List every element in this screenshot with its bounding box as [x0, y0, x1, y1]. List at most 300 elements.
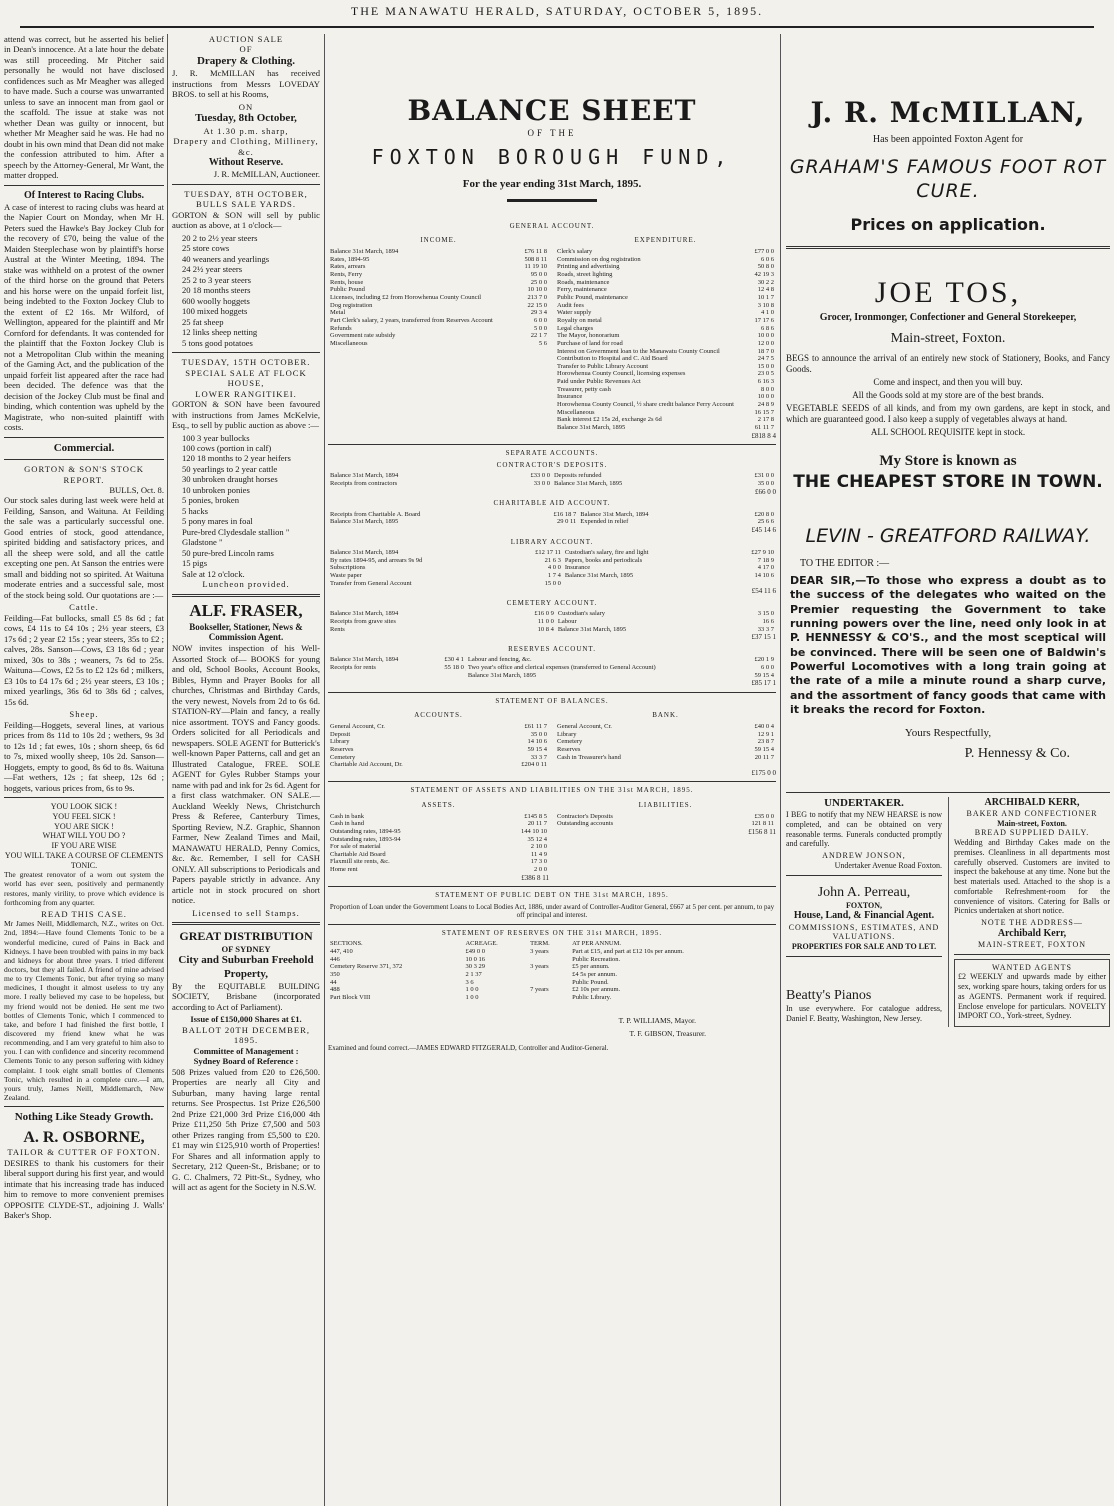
accounts-heading: ACCOUNTS. [414, 711, 463, 720]
ledger-row [555, 754, 776, 762]
stock-item: 12 links sheep netting [182, 327, 258, 338]
ledger-item: Balance 31st March, 1894 [330, 549, 399, 557]
osborne-name: A. R. OSBORNE, [23, 1128, 145, 1146]
ledger-item: Horowhenua County Council, ½ share credit balance Ferry Account [557, 401, 734, 409]
stock-item: 5 hacks [182, 505, 209, 516]
ledger-amount: 33 0 0 [533, 479, 550, 487]
ledger-item: Balance 31st March, 1894 [330, 472, 399, 480]
ledger-row [328, 518, 776, 526]
column-divider [324, 34, 325, 1506]
account-total: £45 14 6 [751, 526, 776, 535]
balance-sheet-of: OF THE [527, 128, 577, 139]
kerr-name: ARCHIBALD KERR, [984, 796, 1080, 808]
account-table [328, 610, 776, 633]
tonic-headline: YOU WILL TAKE A COURSE OF CLEMENTS TONIC. [4, 850, 164, 870]
wanted-heading: WANTED AGENTS [992, 962, 1072, 972]
ledger-amount: 6 0 6 [761, 255, 774, 263]
stock-item: 25 fat sheep [182, 316, 224, 327]
ledger-row [328, 580, 776, 588]
fraser-trade: Bookseller, Stationer, News & Commission Agent. [189, 621, 303, 643]
ledger-row [555, 325, 776, 333]
tonic-ad-headlines [4, 802, 164, 870]
joe-tos-body-5: ALL SCHOOL REQUISITE kept in stock. [870, 426, 1026, 437]
ledger-amount: 10 10 0 [527, 286, 547, 294]
fraser-name: ALF. FRASER, [189, 600, 303, 620]
ledger-item: Roads, street lighting [557, 270, 613, 278]
stock-item: 30 unbroken draught horses [182, 474, 278, 485]
ledger-row [555, 424, 776, 432]
ledger-row [328, 263, 549, 271]
ledger-amount: 42 19 3 [754, 270, 774, 278]
ledger-amount: 61 11 7 [754, 424, 774, 432]
ledger-row [555, 401, 776, 409]
column-divider [780, 34, 781, 1506]
ledger-row [328, 317, 549, 325]
ledger-row [328, 340, 549, 348]
racing-heading: Of Interest to Racing Clubs. [23, 189, 145, 201]
balances-heading: STATEMENT OF BALANCES. [495, 696, 609, 705]
tonic-headline: IF YOU ARE WISE [51, 841, 117, 851]
ledger-amount: 12 0 0 [757, 339, 774, 347]
wanted-body: £2 WEEKLY and upwards made by either sex, working spare hours, taking orders for us as AGENTS. Permanent work if required. Enclose envelope for particulars. NOVELTY IMPORT CO., York-street, Sydney. [958, 972, 1106, 1021]
ledger-item: Home rent [330, 866, 358, 874]
ledger-amount: 33 3 7 [530, 753, 547, 761]
ledger-row [555, 723, 776, 731]
wanted-agents-ad [954, 959, 1110, 1028]
ledger-amount [432, 672, 466, 680]
editor-letter: DEAR SIR,—To those who express a doubt as to the success of the delegates who waited on the Premier requesting the Government to take running powers over the line, need only look in at P. HENNESSY & CO'S., and the most sceptical will be convinced. There will be seen one of Baldwin's Powerful Locomotives with a long train going at the rate of a mile a minute round a sharp curve, and the assortment of fancy goods that came with it breaks the record for Foxton. [790, 574, 1106, 716]
reserves-cell: 3 years [530, 963, 549, 971]
ledger-row [328, 761, 549, 769]
ledger-row [555, 738, 776, 746]
ledger-item: Custodian's salary, fire and light [564, 549, 649, 557]
reserves-cell: 44 [330, 978, 337, 986]
ledger-amount: 50 8 0 [757, 263, 774, 271]
ledger-row [328, 572, 776, 580]
ledger-item: Public Pound [330, 286, 365, 294]
ledger-item: Labour [557, 618, 577, 626]
ledger-row [328, 858, 549, 866]
ledger-amount: 3 10 8 [757, 301, 774, 309]
ledger-item: Contractor's Deposits [557, 812, 613, 820]
ledger-amount: 22 1 7 [530, 332, 547, 340]
column-ads-right [786, 34, 1110, 1502]
ledger-row [328, 271, 549, 279]
reserves-cell [528, 979, 570, 987]
ledger-row [328, 610, 776, 618]
joe-tos-body-2: Come and inspect, and then you will buy. [873, 377, 1023, 387]
ledger-item: The Mayor, honorarium [557, 332, 620, 340]
ledger-row [328, 843, 549, 851]
assets-heading: STATEMENT OF ASSETS AND LIABILITIES ON THE 31st MARCH, 1895. [410, 786, 694, 795]
ledger-amount: 4 17 0 [757, 564, 774, 572]
stock-item: 100 mixed hoggets [182, 306, 248, 317]
ledger-amount: 23 8 7 [757, 738, 774, 746]
reserves-cell: 10 0 16 [465, 955, 485, 963]
reserves-cell: 1 0 0 [465, 986, 479, 994]
bank-heading: BANK. [652, 711, 679, 720]
letter-closing: Yours Respectfully, [904, 727, 992, 740]
ledger-item: Insurance [564, 564, 591, 572]
ledger-amount: £145 8 5 [524, 812, 547, 820]
ledger-row [328, 971, 776, 979]
store-known: My Store is known as [879, 452, 1017, 469]
ledger-row [555, 248, 776, 256]
reserves-header-row [328, 940, 776, 948]
reserves-cell: 1 0 0 [465, 994, 479, 1002]
stock-item: 5 ponies, broken [182, 495, 240, 506]
ledger-amount: 7 18 9 [757, 556, 774, 564]
cattle-heading: Cattle. [69, 602, 99, 613]
separate-accounts-heading: SEPARATE ACCOUNTS. [505, 449, 599, 458]
ledger-item: Paid under Public Revenues Act [557, 378, 641, 386]
undertaker-body: I BEG to notify that my NEW HEARSE is now completed, and can be obtained on very reasonable terms. Funerals conducted promptly and carefully. [786, 810, 942, 849]
ledger-amount: 12 4 8 [757, 286, 774, 294]
account-heading: CONTRACTOR'S DEPOSITS. [496, 460, 608, 469]
ledger-row [328, 836, 549, 844]
reserves-statement-heading: STATEMENT OF RESERVES ON THE 31st MARCH, 1895. [441, 928, 663, 937]
ledger-amount: 55 18 0 [444, 664, 464, 672]
ledger-amount: 5 0 0 [534, 324, 547, 332]
ledger-item: Part Clerk's salary, 2 years, transferred from Reserves Account [330, 316, 493, 324]
perreau-town: FOXTON, [845, 900, 883, 910]
ledger-amount: 12 9 1 [757, 730, 774, 738]
commercial-article: Our stock sales during last week were held at Feilding, Sanson, and Waituna. At Feilding the sale was a particularly successful one. Good entries of stock, good attendance, spirited bidding and satisfactory prices, and all the sheep were sold, and all the cattle excepting one pen. At Sanson the entries were small and bidding not so spirited. At Waituna moderate entries and a successful sale, most of the stock being sold. Our quotations are :— [4, 495, 164, 600]
ledger-item: Roads, maintenance [557, 278, 610, 286]
committee-heading: Committee of Management : [193, 1045, 299, 1056]
stock-report-heading: GORTON & SON'S STOCK REPORT. [24, 464, 144, 485]
ledger-item: Balance 31st March, 1894 [330, 610, 399, 618]
reserves-cell: 3 years [530, 948, 549, 956]
ledger-amount: £12 17 11 [535, 549, 561, 557]
tonic-headline: YOU ARE SICK ! [54, 821, 114, 831]
ledger-item: Rents, house [330, 278, 364, 286]
ledger-item: Receipts from grave sites [330, 618, 396, 626]
debate-article: attend was correct, but he asserted his belief in Dean's innocence. At a late hour the debate was still proceeding. Mr Pitcher said personally he would not have disclosed confidences such as Mr Meagher was alleged to have made. Such a course was unwarranted unless to save an innocent man from gaol or the scaffold. The issue at stake was not whether Dean was guilty or innocent, but whether Mr Meagher said he was. He had no doubt in his own mind that Dean did not make the confession attributed to him. After a speech by the Attorney-General, Mr Want, the matter dropped. [4, 34, 164, 181]
ledger-amount: £27 9 10 [751, 549, 774, 557]
ledger-amount: 18 7 0 [757, 347, 774, 355]
ledger-amount: £33 0 0 [530, 472, 550, 480]
commercial-heading: Commercial. [53, 441, 115, 454]
reserves-cell: £5 per annum. [572, 963, 610, 971]
ledger-row [555, 370, 776, 378]
public-debt-body: Proportion of Loan under the Government Loans to Local Bodies Act, 1886, under award of Controller-Auditor General, £667 at 5 per cent. per annum, to pay off principal and interest. [329, 902, 775, 920]
ledger-row [328, 851, 549, 859]
income-heading: INCOME. [420, 236, 457, 245]
ledger-item: Waste paper [330, 572, 362, 580]
ledger-row [555, 386, 776, 394]
reserves-cell [528, 994, 570, 1002]
ledger-item: Balance 31st March, 1894 [330, 656, 399, 664]
osborne-ad-body: DESIRES to thank his customers for their liberal support during his first year, and would intimate that his increasing trade has induced him to remove to more convenient premises OPPOSITE CLYDE-ST., adjoining J. Walls' Baker's Shop. [4, 1157, 164, 1220]
stock-item: 50 pure-bred Lincoln rams [182, 547, 274, 558]
bread-notice: BREAD SUPPLIED DAILY. [974, 828, 1090, 838]
hennessy-signature: P. Hennessy & Co. [964, 745, 1070, 761]
ledger-item: Rents [330, 625, 345, 633]
balance-sheet-title: BALANCE SHEET [407, 94, 697, 127]
reserves-cell: £4 5s per annum. [572, 971, 617, 979]
reserves-cell: £49 0 0 [465, 948, 485, 956]
column-divider [167, 34, 168, 1506]
ledger-item: Horowhenua County Council, licensing expenses [557, 370, 686, 378]
balances-total: £175 0 0 [751, 768, 776, 777]
stock-list-2 [172, 433, 320, 580]
assets-subheading: ASSETS. [421, 801, 456, 810]
ledger-item: Balance 31st March, 1895 [557, 625, 627, 633]
ledger-item: Cash in hand [330, 820, 364, 828]
ballot-date: BALLOT 20TH DECEMBER, 1895. [181, 1024, 311, 1046]
ledger-row [328, 731, 549, 739]
ledger-amount: £16 0 9 [534, 610, 554, 618]
ledger-row [328, 828, 549, 836]
ledger-item: Two year's office and clerical expenses (transferred to General Account) [467, 664, 656, 672]
ledger-row [328, 963, 776, 971]
reserves-cell: 446 [330, 955, 340, 963]
stock-item: 24 2½ year steers [182, 264, 243, 275]
ledger-row [328, 256, 549, 264]
fraser-body: NOW invites inspection of his Well-Assorted Stock of— BOOKS for young and old, School Books, Account Books, Bibles, Hymn and Prayer Books for all churches, Christmas and Birthday Cards, the very newest, Novels from 2d to 6s 6d. STATION-RY—Plain and fancy, a really nice assortment. TOYS and Fancy goods. Orders solicited for all Periodicals and newspapers. SOLE AGENT for Butterick's well-known Paper Patterns, call and get an Illustrated Catalogue, FREE. SOLE AGENT for Gyles Rubber Stamps your name with pad and ink for 2s 6d. Agent for a first class watchmaker. ON SALE.—Auckland Weekly News, Christchurch Press & Referee, Canterbury Times, Sporting Review, N.Z. Graphic, Shannon Farmer, New Zealand Times and Mail, MANAWATU HERALD, Penny Comics, &c. &c. Remember, I sell for CASH ONLY. All subscriptions to Periodicals and Papers payable strictly in advance. Any article not in stock procured on short notice. [172, 643, 320, 906]
stock-item: 120 18 months to 2 year heifers [182, 453, 291, 464]
sheep-prices: Feilding—Hoggets, several lines, at various prices from 8s 11d to 10s 2d ; wethers, 9s 3d to 12s 1d ; fat ewes, 10s ; shorn sheep, 6s 6d to 7s, mixed woolly sheep, 10s 2d. Sanson—Hoggets, empty to good, 8s 6d to 8s. Waituna—Fat wethers, 12s ; fat sheep, 12s 6d ; hoggets, various prices from, 6s to 9s. [4, 719, 164, 793]
joe-tos-name: JOE TOS, [874, 276, 1022, 310]
stock-item: 100 cows (portion in calf) [182, 442, 272, 453]
ledger-item: Rates, 1894-95 [330, 255, 370, 263]
ledger-item: Interest on Government loan to the Manawatu County Council [557, 347, 720, 355]
ledger-amount: 29 0 11 [557, 518, 577, 526]
ledger-item: Papers, books and periodicals [564, 556, 643, 564]
assets-table [328, 813, 549, 874]
ledger-row [328, 956, 776, 964]
mcmillan-name: J. R. McMILLAN, [810, 96, 1086, 129]
reserves-cell: 3 6 [465, 978, 474, 986]
stock-item: 5 pony mares in foal [182, 516, 253, 527]
ledger-item: Rents, Ferry [330, 270, 363, 278]
ledger-row [328, 948, 776, 956]
auction-on: ON [238, 101, 254, 112]
ledger-amount: 15 0 0 [757, 362, 774, 370]
ledger-row [328, 754, 549, 762]
ledger-amount: 16 6 [762, 618, 774, 626]
auctioneer-signature: J. R. McMILLAN, Auctioneer. [213, 169, 320, 180]
ledger-amount: £204 0 11 [521, 761, 547, 769]
ledger-item: Miscellaneous [557, 408, 595, 416]
ledger-row [328, 302, 549, 310]
ledger-item: Rates, arrears [330, 263, 366, 271]
joe-tos-body-3: All the Goods sold at my store are of the best brands. [852, 389, 1044, 400]
ledger-item: Receipts from Charitable A. Board [330, 510, 421, 518]
ledger-item: Balance 31st March, 1895 [557, 424, 626, 432]
ledger-row [328, 511, 776, 519]
kerr-street-2: MAIN-STREET, FOXTON [977, 939, 1087, 949]
ledger-row [555, 271, 776, 279]
expenditure-heading: EXPENDITURE. [634, 236, 697, 245]
ledger-amount: 6 8 6 [761, 324, 774, 332]
ledger-row [555, 363, 776, 371]
ledger-amount: 20 11 7 [754, 753, 774, 761]
ledger-amount: 25 0 0 [530, 278, 547, 286]
auction-of: OF [239, 44, 253, 55]
ledger-row [328, 332, 549, 340]
ledger-amount: £35 0 0 [754, 812, 774, 820]
ledger-amount: 20 11 7 [527, 820, 547, 828]
fund-title: FOXTON BOROUGH FUND, [371, 145, 733, 170]
ledger-amount: 24 8 9 [757, 401, 774, 409]
luncheon-note: Luncheon provided. [202, 579, 290, 590]
ledger-row [328, 279, 549, 287]
ledger-item: Outstanding accounts [557, 820, 614, 828]
expenditure-table [555, 248, 776, 432]
ledger-row [555, 813, 776, 821]
ledger-amount: 14 10 6 [754, 572, 774, 580]
ledger-amount: 213 7 0 [527, 293, 547, 301]
ledger-item: Printing and advertising [557, 263, 620, 271]
ledger-amount: 35 12 4 [527, 835, 547, 843]
ledger-item: Flaxmill site rents, &c. [330, 858, 390, 866]
sheep-heading: Sheep. [69, 709, 99, 720]
balances-accounts [328, 723, 549, 769]
stock-item: 100 3 year bullocks [182, 432, 250, 443]
ledger-item: By rates 1894-95, and arrears 9s 9d [330, 556, 423, 564]
ledger-row [328, 472, 776, 480]
masthead: THE MANAWATU HERALD, SATURDAY, OCTOBER 5, 1895. [350, 4, 764, 18]
beatty-name: Beatty's Pianos [786, 987, 872, 1003]
stamps-notice: Licensed to sell Stamps. [192, 907, 300, 918]
ledger-amount: 2 0 0 [534, 866, 547, 874]
ledger-item: Deposit [330, 730, 351, 738]
ledger-amount: 25 6 6 [757, 518, 774, 526]
ledger-row [328, 480, 776, 488]
account-total: £66 0 0 [755, 487, 776, 496]
prize-details: 508 Prizes valued from £20 to £26,500. Properties are nearly all City and Suburban, many having large rental returns. See Prospectus. 1st Prize £26,500 2nd Prize £21,000 3rd Prize £16,000 4th Prize £11,250 5th Prize £7,500 and 503 other Prizes ranging from £5,500 to £20. £1 may win £125,910 worth of Properties! For Shares and all information apply to Secretary, 212 Queen-St., Brisbane; or to G. C. Chalmers, 72 Pitt-St., Sydney, who will act as agent for the Society in N.S.W. [172, 1066, 320, 1193]
ledger-item: Receipts for rents [330, 664, 376, 672]
ledger-item: Subscriptions [330, 564, 366, 572]
joe-tos-body-4: VEGETABLE SEEDS of all kinds, and from my own gardens, are kept in stock, and which are guaranteed good. I also keep a supply of vegetables always at hand. [786, 402, 1110, 424]
ledger-item: Public Pound, maintenance [557, 293, 628, 301]
ledger-item: Transfer from General Account [330, 579, 412, 587]
ledger-item: Cash in bank [330, 812, 364, 820]
separate-accounts [328, 461, 776, 688]
ledger-item: Miscellaneous [330, 339, 368, 347]
reserves-cell: Public Library. [572, 994, 612, 1002]
general-account [328, 233, 776, 431]
ledger-item: Balance 31st March, 1895 [553, 479, 623, 487]
sale-date-3: TUESDAY, 15TH OCTOBER. [181, 357, 311, 368]
column-news [4, 34, 164, 1502]
ledger-row [328, 549, 776, 557]
ledger-row [555, 340, 776, 348]
stock-item: Pure-bred Clydesdale stallion " Gladstone " [182, 526, 290, 548]
ledger-item: Transfer to Public Library Account [557, 362, 649, 370]
joe-tos-body-1: BEGS to announce the arrival of an entirely new stock of Stationery, Books, and Fancy Goods. [786, 353, 1110, 375]
ledger-item: Dog registration [330, 301, 373, 309]
ledger-amount: 6 0 0 [761, 664, 774, 672]
ledger-amount: 21 6 3 [544, 556, 561, 564]
drapery-body: J. R. McMILLAN has received instructions from Messrs LOVEDAY BROS. to sell at his Rooms, [172, 68, 320, 100]
ledger-row [555, 309, 776, 317]
ledger-row [328, 564, 776, 572]
ledger-item: Government rate subsidy [330, 332, 396, 340]
ledger-item: Legal charges [557, 324, 594, 332]
ledger-row [555, 409, 776, 417]
account-table [328, 472, 776, 487]
share-issue: Issue of £150,000 Shares at £1. [190, 1014, 302, 1025]
ledger-row [328, 813, 549, 821]
bulls-yards: BULLS SALE YARDS. [195, 199, 296, 210]
ledger-amount: 11 0 0 [537, 618, 554, 626]
ledger-item: Licenses, including £2 from Horowhenua County Council [330, 293, 482, 301]
reserves-cell: 488 [330, 986, 340, 994]
account-heading: RESERVES ACCOUNT. [508, 644, 596, 653]
ledger-item: Expended in relief [580, 518, 629, 526]
ledger-item: Royalty on metal [557, 316, 602, 324]
ledger-amount: 59 15 4 [754, 745, 774, 753]
stock-item: 10 unbroken ponies [182, 484, 250, 495]
ledger-amount: 14 10 6 [527, 738, 547, 746]
ledger-row [328, 986, 776, 994]
ledger-amount: £77 0 0 [754, 247, 774, 255]
without-reserve: Without Reserve. [208, 157, 284, 169]
tonic-headline: WHAT WILL YOU DO ? [42, 831, 126, 841]
ledger-row [555, 294, 776, 302]
assets-total: £386 8 11 [521, 873, 549, 882]
public-debt-heading: STATEMENT OF PUBLIC DEBT ON THE 31st MARCH, 1895. [435, 891, 669, 900]
ledger-amount: £30 4 1 [444, 656, 464, 664]
account-total: £37 15 1 [751, 633, 776, 642]
kerr-body: Wedding and Birthday Cakes made on the premises. Cleanliness in all departments most carefully observed. Customers are invited to inspect the bakehouse at any time. None but the best materials used. Attached to the shop is a comfortable Refreshment-room for the convenience of visitors. Catering for Balls or Picnics undertaken at short notice. [954, 838, 1110, 916]
ledger-amount: 10 1 7 [757, 293, 774, 301]
ledger-item: Reserves [557, 745, 581, 753]
ledger-amount: 5 6 [538, 339, 547, 347]
liabilities-total: £156 8 11 [748, 827, 776, 836]
ledger-row [555, 731, 776, 739]
ledger-amount: £40 0 4 [754, 723, 774, 731]
ledger-amount: 10 8 4 [537, 625, 554, 633]
auditor-note: Examined and found correct.—JAMES EDWARD FITZGERALD, Controller and Auditor-General. [328, 1043, 609, 1052]
reserves-column-heading: ACREAGE. [465, 940, 498, 948]
ledger-item: Purchase of land for road [557, 339, 623, 347]
cattle-prices: Feilding—Fat bullocks, small £5 8s 6d ; fat cows, £4 11s to £4 10s ; 2½ year steers, £3 17s 6d ; 2 year £2 15s ; year steers, 35s to £2 ; calves, 28s. Sanson—Cows, £3 18s 6d ; year mixed, 30s to 38s ; weaners, 7s 6d to 25s. Waituna—Cows, £2 5s to £2 12s 6d ; milkers, £3 10s to £4 17s 6d ; 2½ year steers, £3 10s ; mixed yearlings, 36s 6d to 38s 6d ; calves, 15s 6d. [4, 612, 164, 707]
ledger-item: General Account, Cr. [330, 723, 385, 731]
sale-date-2: TUESDAY, 8TH OCTOBER, [184, 188, 308, 199]
ledger-amount: 6 16 3 [757, 378, 774, 386]
ledger-amount: 59 15 4 [527, 745, 547, 753]
to-editor: TO THE EDITOR :— [800, 557, 890, 569]
ledger-item: Outstanding rates, 1894-95 [330, 827, 401, 835]
tonic-ad-body: The greatest renovator of a worn out system the world has ever seen, positively and permanently restores, manly virility, to prove which evidence is forthcoming from any quarter. [4, 870, 164, 907]
ledger-row [328, 664, 776, 672]
kerr-street: Main-street, Foxton. [997, 818, 1067, 828]
gorton-intro-2: GORTON & SON have been favoured with instructions from James McKelvie, Esq., to sell by public auction as above :— [172, 399, 320, 431]
ledger-item [563, 580, 726, 588]
ledger-row [555, 355, 776, 363]
ledger-item: Water supply [557, 309, 592, 317]
reserves-cell: Public Recreation. [572, 955, 621, 963]
stock-item: 40 weaners and yearlings [182, 253, 270, 264]
ledger-item: Metal [330, 309, 346, 317]
ledger-row [328, 738, 549, 746]
ledger-amount: 59 15 4 [754, 671, 774, 679]
auction-date: Tuesday, 8th October, [195, 112, 297, 125]
ledger-row [328, 618, 776, 626]
ledger-item: Library [330, 738, 350, 746]
reserves-cell: Cemetery Reserve 371, 372 [330, 963, 403, 971]
properties-note: PROPERTIES FOR SALE AND TO LET. [791, 942, 937, 952]
mcmillan-appointed: Has been appointed Foxton Agent for [872, 134, 1024, 146]
stock-item: Sale at 12 o'clock. [182, 568, 245, 579]
ledger-row [328, 994, 776, 1002]
ledger-amount: £20 1 9 [754, 656, 774, 664]
income-table [328, 248, 549, 348]
